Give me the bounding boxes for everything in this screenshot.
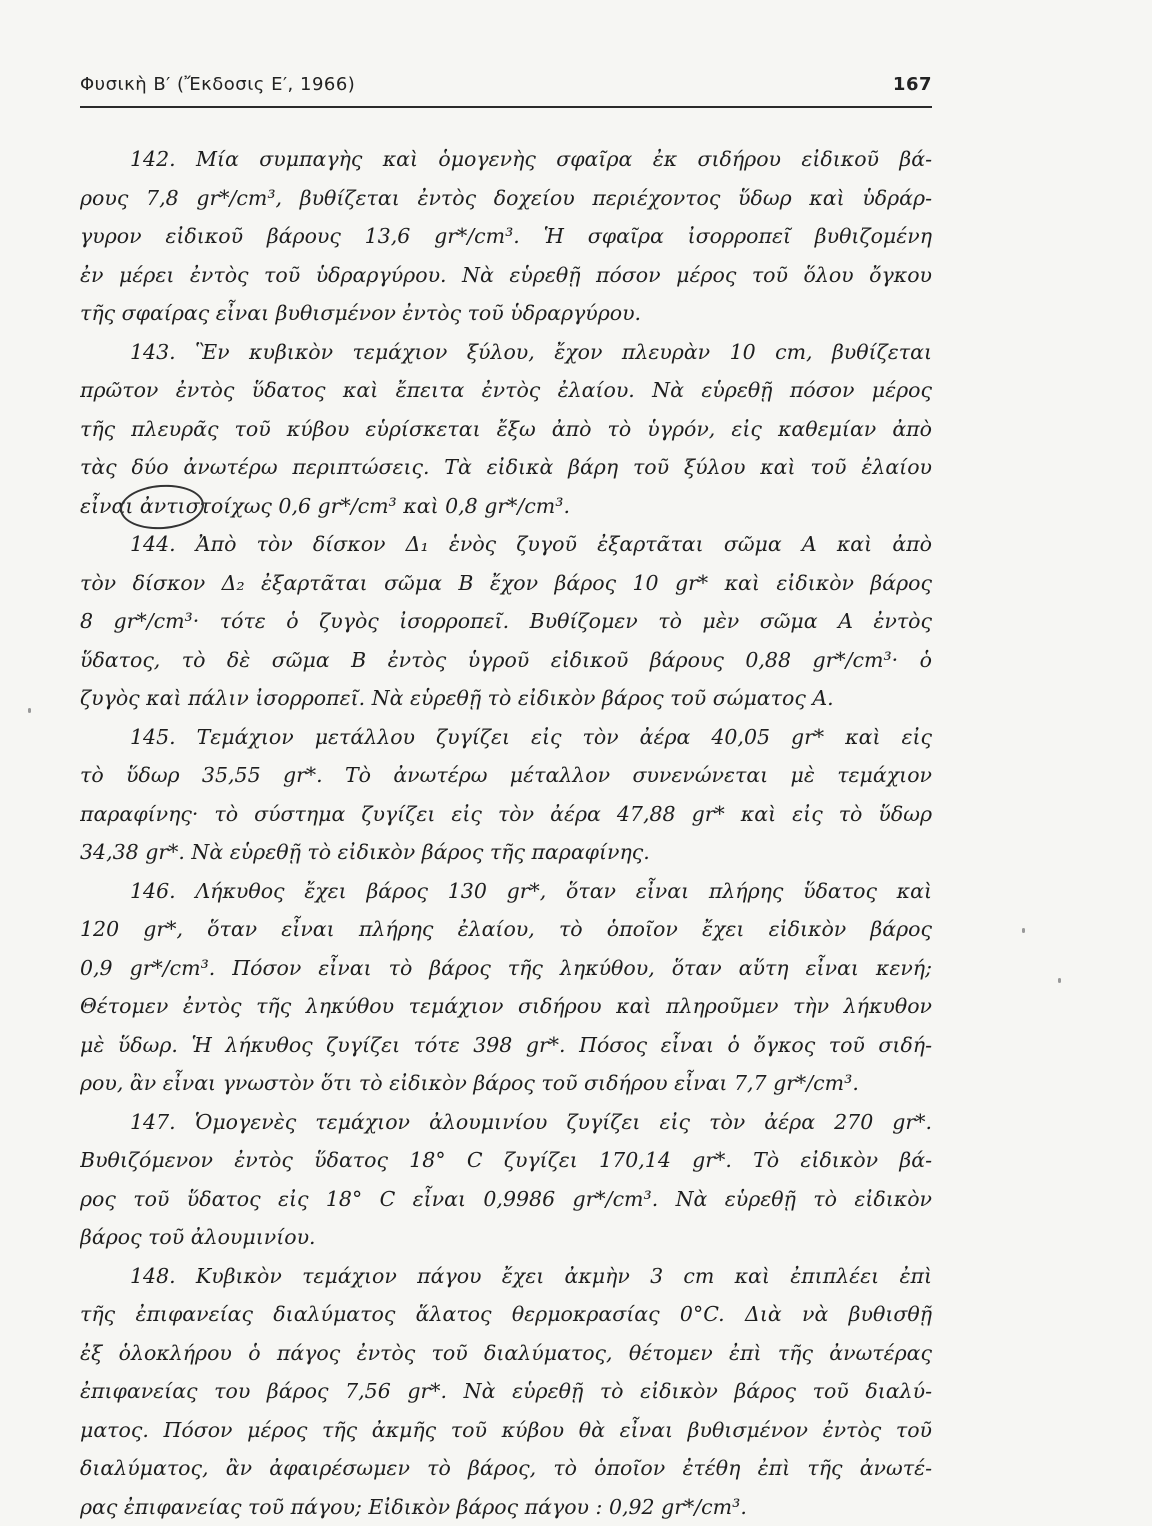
scan-speck <box>28 708 31 713</box>
problem-142-line-3: γυρον εἰδικοῦ βάρους 13,6 gr*/cm³. Ἡ σφαῖρα ἰσορροπεῖ βυθιζομένη <box>80 217 932 256</box>
problem-144-line-3: 8 gr*/cm³· τότε ὁ ζυγὸς ἰσορροπεῖ. Βυθίζομεν τὸ μὲν σῶμα Α ἐντὸς <box>80 602 932 641</box>
scan-speck <box>1058 978 1061 983</box>
problem-144-line-5: ζυγὸς καὶ πάλιν ἰσορροπεῖ. Νὰ εὑρεθῇ τὸ εἰδικὸν βάρος τοῦ σώματος Α. <box>80 679 932 718</box>
header-rule <box>80 106 932 108</box>
running-head <box>80 72 932 102</box>
problem-142-line-2: ρους 7,8 gr*/cm³, βυθίζεται ἐντὸς δοχείου περιέχοντος ὕδωρ καὶ ὑδράρ- <box>80 179 932 218</box>
problem-145-line-2: τὸ ὕδωρ 35,55 gr*. Τὸ ἀνωτέρω μέταλλον συνενώνεται μὲ τεμάχιον <box>80 756 932 795</box>
problem-145-line-4: 34,38 gr*. Νὰ εὑρεθῇ τὸ εἰδικὸν βάρος τῆς παραφίνης. <box>80 833 932 872</box>
problem-145-line-1: 145. Τεμάχιον μετάλλου ζυγίζει εἰς τὸν ἀέρα 40,05 gr* καὶ εἰς <box>80 718 932 757</box>
problem-142-line-5: τῆς σφαίρας εἶναι βυθισμένον ἐντὸς τοῦ ὑδραργύρου. <box>80 294 932 333</box>
problem-147-line-2: Βυθιζόμενον ἐντὸς ὕδατος 18° C ζυγίζει 170,14 gr*. Τὸ εἰδικὸν βά- <box>80 1141 932 1180</box>
problem-148-line-3: ἐξ ὁλοκλήρου ὁ πάγος ἐντὸς τοῦ διαλύματος, θέτομεν ἐπὶ τῆς ἀνωτέρας <box>80 1334 932 1373</box>
problem-148-line-5: ματος. Πόσον μέρος τῆς ἀκμῆς τοῦ κύβου θὰ εἶναι βυθισμένον ἐντὸς τοῦ <box>80 1411 932 1450</box>
scan-speck <box>1022 928 1025 933</box>
problem-144-line-1: 144. Ἀπὸ τὸν δίσκον Δ₁ ἑνὸς ζυγοῦ ἐξαρτᾶται σῶμα Α καὶ ἀπὸ <box>80 525 932 564</box>
problem-146-line-4: Θέτομεν ἐντὸς τῆς ληκύθου τεμάχιον σιδήρου καὶ πληροῦμεν τὴν λήκυθον <box>80 987 932 1026</box>
problem-146-line-2: 120 gr*, ὅταν εἶναι πλήρης ἐλαίου, τὸ ὁποῖον ἔχει εἰδικὸν βάρος <box>80 910 932 949</box>
problem-148-line-1: 148. Κυβικὸν τεμάχιον πάγου ἔχει ἀκμὴν 3 cm καὶ ἐπιπλέει ἐπὶ <box>80 1257 932 1296</box>
problem-146-line-3: 0,9 gr*/cm³. Πόσον εἶναι τὸ βάρος τῆς ληκύθου, ὅταν αὕτη εἶναι κενή; <box>80 949 932 988</box>
problem-148-line-4: ἐπιφανείας του βάρος 7,56 gr*. Νὰ εὑρεθῇ τὸ εἰδικὸν βάρος τοῦ διαλύ- <box>80 1372 932 1411</box>
problem-146-line-5: μὲ ὕδωρ. Ἡ λήκυθος ζυγίζει τότε 398 gr*. Πόσος εἶναι ὁ ὄγκος τοῦ σιδή- <box>80 1026 932 1065</box>
problem-143-line-5: εἶναι ἀντιστοίχως 0,6 gr*/cm³ καὶ 0,8 gr*/cm³. <box>80 487 932 526</box>
problem-148-line-2: τῆς ἐπιφανείας διαλύματος ἅλατος θερμοκρασίας 0°C. Διὰ νὰ βυθισθῇ <box>80 1295 932 1334</box>
page-number: 167 <box>893 74 932 95</box>
problem-143-line-4: τὰς δύο ἀνωτέρω περιπτώσεις. Τὰ εἰδικὰ βάρη τοῦ ξύλου καὶ τοῦ ἐλαίου <box>80 448 932 487</box>
problems-text <box>80 140 932 1526</box>
problem-142-line-1: 142. Μία συμπαγὴς καὶ ὁμογενὴς σφαῖρα ἐκ σιδήρου εἰδικοῦ βά- <box>80 140 932 179</box>
problem-146-line-1: 146. Λήκυθος ἔχει βάρος 130 gr*, ὅταν εἶναι πλήρης ὕδατος καὶ <box>80 872 932 911</box>
problem-146-line-6: ρου, ἂν εἶναι γνωστὸν ὅτι τὸ εἰδικὸν βάρος τοῦ σιδήρου εἶναι 7,7 gr*/cm³. <box>80 1064 932 1103</box>
problem-147-line-4: βάρος τοῦ ἀλουμινίου. <box>80 1218 932 1257</box>
problem-143-line-3: τῆς πλευρᾶς τοῦ κύβου εὑρίσκεται ἔξω ἀπὸ τὸ ὑγρόν, εἰς καθεμίαν ἀπὸ <box>80 410 932 449</box>
problem-143-line-2: πρῶτον ἐντὸς ὕδατος καὶ ἔπειτα ἐντὸς ἐλαίου. Νὰ εὑρεθῇ πόσον μέρος <box>80 371 932 410</box>
problem-148-line-7: ρας ἐπιφανείας τοῦ πάγου; Εἰδικὸν βάρος πάγου : 0,92 gr*/cm³. <box>80 1488 932 1526</box>
problem-142-line-4: ἐν μέρει ἐντὸς τοῦ ὑδραργύρου. Νὰ εὑρεθῇ πόσον μέρος τοῦ ὅλου ὄγκου <box>80 256 932 295</box>
problem-147-line-3: ρος τοῦ ὕδατος εἰς 18° C εἶναι 0,9986 gr*/cm³. Νὰ εὑρεθῇ τὸ εἰδικὸν <box>80 1180 932 1219</box>
problem-148-line-6: διαλύματος, ἂν ἀφαιρέσωμεν τὸ βάρος, τὸ ὁποῖον ἐτέθη ἐπὶ τῆς ἀνωτέ- <box>80 1449 932 1488</box>
problem-143-line-1: 143. Ἓν κυβικὸν τεμάχιον ξύλου, ἔχον πλευρὰν 10 cm, βυθίζεται <box>80 333 932 372</box>
problem-147-line-1: 147. Ὁμογενὲς τεμάχιον ἀλουμινίου ζυγίζει εἰς τὸν ἀέρα 270 gr*. <box>80 1103 932 1142</box>
book-title: Φυσικὴ Β′ (Ἔκδοσις Ε′, 1966) <box>80 74 355 95</box>
problem-144-line-4: ὕδατος, τὸ δὲ σῶμα Β ἐντὸς ὑγροῦ εἰδικοῦ βάρους 0,88 gr*/cm³· ὁ <box>80 641 932 680</box>
problem-145-line-3: παραφίνης· τὸ σύστημα ζυγίζει εἰς τὸν ἀέρα 47,88 gr* καὶ εἰς τὸ ὕδωρ <box>80 795 932 834</box>
problem-144-line-2: τὸν δίσκον Δ₂ ἐξαρτᾶται σῶμα Β ἔχον βάρος 10 gr* καὶ εἰδικὸν βάρος <box>80 564 932 603</box>
